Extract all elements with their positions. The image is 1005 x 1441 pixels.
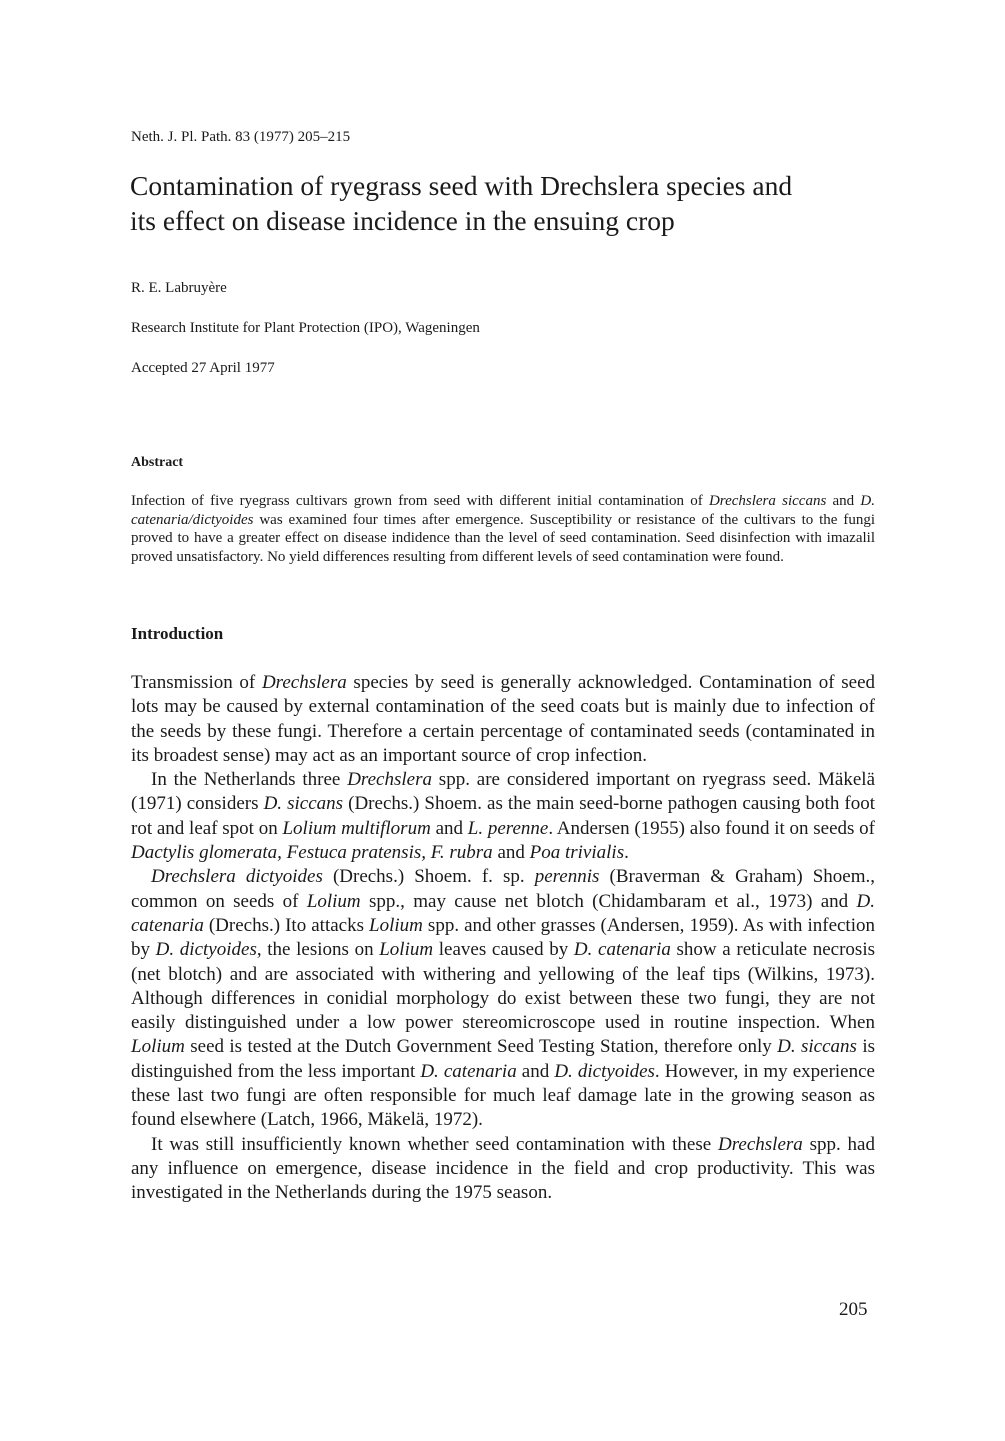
intro-paragraph-3: Drechslera dictyoides (Drechs.) Shoem. f. sp. perennis (Braverman & Graham) Shoem., common on seeds of Lolium spp., may cause net blotch (Chidambaram et al., 1973) and D. catenaria (Drechs.) Ito attacks Lolium spp. and other grasses (Andersen, 1959). As with infection by D. dictyoides, the lesions on Lolium leaves caused by D. catenaria show a reticulate necrosis (net blotch) and are associated with withering and yellowing of the leaf tips (Wilkins, 1973). Although differences in conidial morphology do exist between these two fungi, they are not easily distinguished under a low power stereomicroscope used in routine inspection. When Lolium seed is tested at the Dutch Government Seed Testing Station, therefore only D. siccans is distinguished from the less important D. catenaria and D. dictyoides. However, in my experience these last two fungi are often responsible for much leaf damage late in the growing season as found elsewhere (Latch, 1966, Mäkelä, 1972). [131, 866, 876, 1131]
title-line-1: Contamination of ryegrass seed with Drechslera species and [130, 170, 793, 201]
intro-paragraph-1: Transmission of Drechslera species by seed is generally acknowledged. Contamination of seed lots may be caused by external contamination of the seed coats but is mainly due to infection of the seeds by these fungi. Therefore a certain percentage of contaminated seeds (contaminated in its broadest sense) may act as an important source of crop infection. [131, 672, 875, 766]
article-title [130, 168, 890, 238]
journal-reference: Neth. J. Pl. Path. 83 (1977) 205–215 [131, 129, 351, 145]
author-affiliation: Research Institute for Plant Protection (IPO), Wageningen [131, 320, 480, 336]
introduction-body [131, 671, 875, 1206]
abstract-heading: Abstract [131, 455, 184, 470]
title-line-2: its effect on disease incidence in the ensuing crop [130, 205, 675, 236]
intro-paragraph-4: It was still insufficiently known whether seed contamination with these Drechslera spp. had any influence on emergence, disease incidence in the field and crop productivity. This was investigated in the Netherlands during the 1975 season. [131, 1133, 875, 1204]
intro-paragraph-2: In the Netherlands three Drechslera spp. are considered important on ryegrass seed. Mäkelä (1971) considers D. siccans (Drechs.) Shoem. as the main seed-borne pathogen causing both foot rot and leaf spot on Lolium multiflorum and L. perenne. Andersen (1955) also found it on seeds of Dactylis glomerata, Festuca pratensis, F. rubra and Poa trivialis. [131, 769, 876, 864]
accepted-date: Accepted 27 April 1977 [131, 360, 275, 376]
author-name: R. E. Labruyère [131, 280, 227, 296]
page-number: 205 [839, 1299, 868, 1320]
introduction-heading: Introduction [131, 624, 224, 643]
abstract-body: Infection of five ryegrass cultivars grown from seed with different initial contamination of Drechslera siccans and D. catenaria/dictyoides was examined four times after emergence. Susceptibility or resistance of the cultivars to the fungi proved to have a greater effect on disease indidence than the level of seed contamination. Seed disinfection with imazalil proved unsatisfactory. No yield differences resulting from different levels of seed contamination were found. [131, 493, 875, 565]
